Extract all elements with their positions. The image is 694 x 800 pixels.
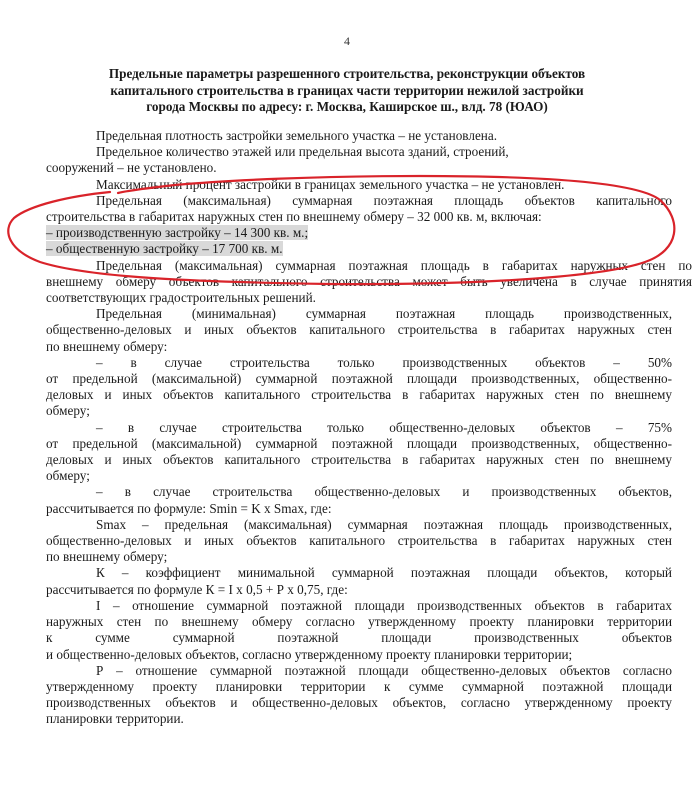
area-production-line bbox=[46, 225, 672, 241]
area-line: строительства в габаритах наружных стен по внешнему обмеру – 32 000 кв. м, включая: bbox=[46, 209, 542, 225]
min-line: Предельная (минимальная) суммарная поэтажная площадь производственных, bbox=[96, 306, 672, 322]
p-line: производственных объектов и общественно-деловых объектов, согласно утвержденному проекту bbox=[46, 695, 672, 711]
case1-line: обмеру; bbox=[46, 403, 90, 419]
p-line: планировки территории. bbox=[46, 711, 184, 727]
increase-line: внешнему обмеру объектов капитального строительства может быть увеличена в случае принятия bbox=[46, 273, 692, 289]
increase-line: Предельная (максимальная) суммарная поэтажная площадь в габаритах наружных стен по bbox=[96, 257, 692, 273]
k-line: рассчитывается по формуле К = I х 0,5 + Р х 0,75, где: bbox=[46, 581, 348, 597]
smax-line: Smax – предельная (максимальная) суммарная поэтажная площадь производственных, bbox=[96, 516, 672, 532]
case2-line: обмеру; bbox=[46, 468, 90, 484]
document-title bbox=[60, 66, 634, 116]
i-line: I – отношение суммарной поэтажной площади производственных объектов в габаритах bbox=[96, 597, 672, 613]
p-line: Р – отношение суммарной поэтажной площади общественно-деловых объектов согласно bbox=[96, 662, 672, 678]
case3-line: – в случае строительства общественно-деловых и производственных объектов, bbox=[96, 484, 672, 500]
p-line: утвержденному проекту планировки территории к сумме суммарной поэтажной площади bbox=[46, 678, 672, 694]
floors-line: сооружений – не установлено. bbox=[46, 160, 217, 176]
title-line: города Москвы по адресу: г. Москва, Каширское ш., влд. 78 (ЮАО) bbox=[146, 99, 548, 114]
case1-line: – в случае строительства только производственных объектов – 50% bbox=[96, 354, 672, 370]
smax-line: общественно-деловых и иных объектов капитального строительства в габаритах наружных стен bbox=[46, 533, 672, 549]
i-line: и общественно-деловых объектов, согласно утвержденному проекту планировки территории; bbox=[46, 646, 573, 662]
title-line: капитального строительства в границах части территории нежилой застройки bbox=[110, 82, 584, 98]
smax-line: по внешнему обмеру; bbox=[46, 549, 168, 565]
i-line: наружных стен по внешнему обмеру согласно утвержденному проекту планировки территории bbox=[46, 614, 672, 630]
area-public-line bbox=[46, 241, 672, 257]
min-line: общественно-деловых и иных объектов капитального строительства в габаритах наружных стен bbox=[46, 322, 672, 338]
i-line: к сумме суммарной поэтажной площади производственных объектов bbox=[46, 630, 672, 646]
title-line: Предельные параметры разрешенного строительства, реконструкции объектов bbox=[108, 66, 586, 81]
page-number: 4 bbox=[344, 34, 350, 48]
min-line: по внешнему обмеру: bbox=[46, 338, 168, 354]
max-percent-line: Максимальный процент застройки в границах земельного участка – не установлен. bbox=[96, 176, 565, 192]
highlight: – производственную застройку – 14 300 кв. м.; bbox=[46, 225, 309, 241]
density-line: Предельная плотность застройки земельного участка – не установлена. bbox=[96, 128, 498, 143]
case1-line: от предельной (максимальной) суммарной поэтажной площади производственных, общественно- bbox=[46, 371, 672, 387]
case1-line: деловых и иных объектов капитального строительства в габаритах наружных стен по внешнему bbox=[46, 387, 672, 403]
k-line: К – коэффициент минимальной суммарной поэтажная площади объектов, который bbox=[96, 565, 672, 581]
document-body bbox=[46, 128, 692, 728]
case3-line: рассчитывается по формуле: Smin = K x Smax, где: bbox=[46, 500, 332, 516]
case2-line: от предельной (максимальной) суммарной поэтажной площади производственных, общественно- bbox=[46, 435, 672, 451]
area-line: Предельная (максимальная) суммарная поэтажная площадь объектов капитального bbox=[96, 192, 672, 208]
floors-line: Предельное количество этажей или предельная высота зданий, строений, bbox=[96, 144, 509, 160]
case2-line: – в случае строительства только общественно-деловых объектов – 75% bbox=[96, 419, 672, 435]
increase-line: соответствующих градостроительных решений. bbox=[46, 290, 316, 306]
case2-line: деловых и иных объектов капитального строительства в габаритах наружных стен по внешнему bbox=[46, 452, 672, 468]
highlight: – общественную застройку – 17 700 кв. м. bbox=[46, 241, 283, 257]
